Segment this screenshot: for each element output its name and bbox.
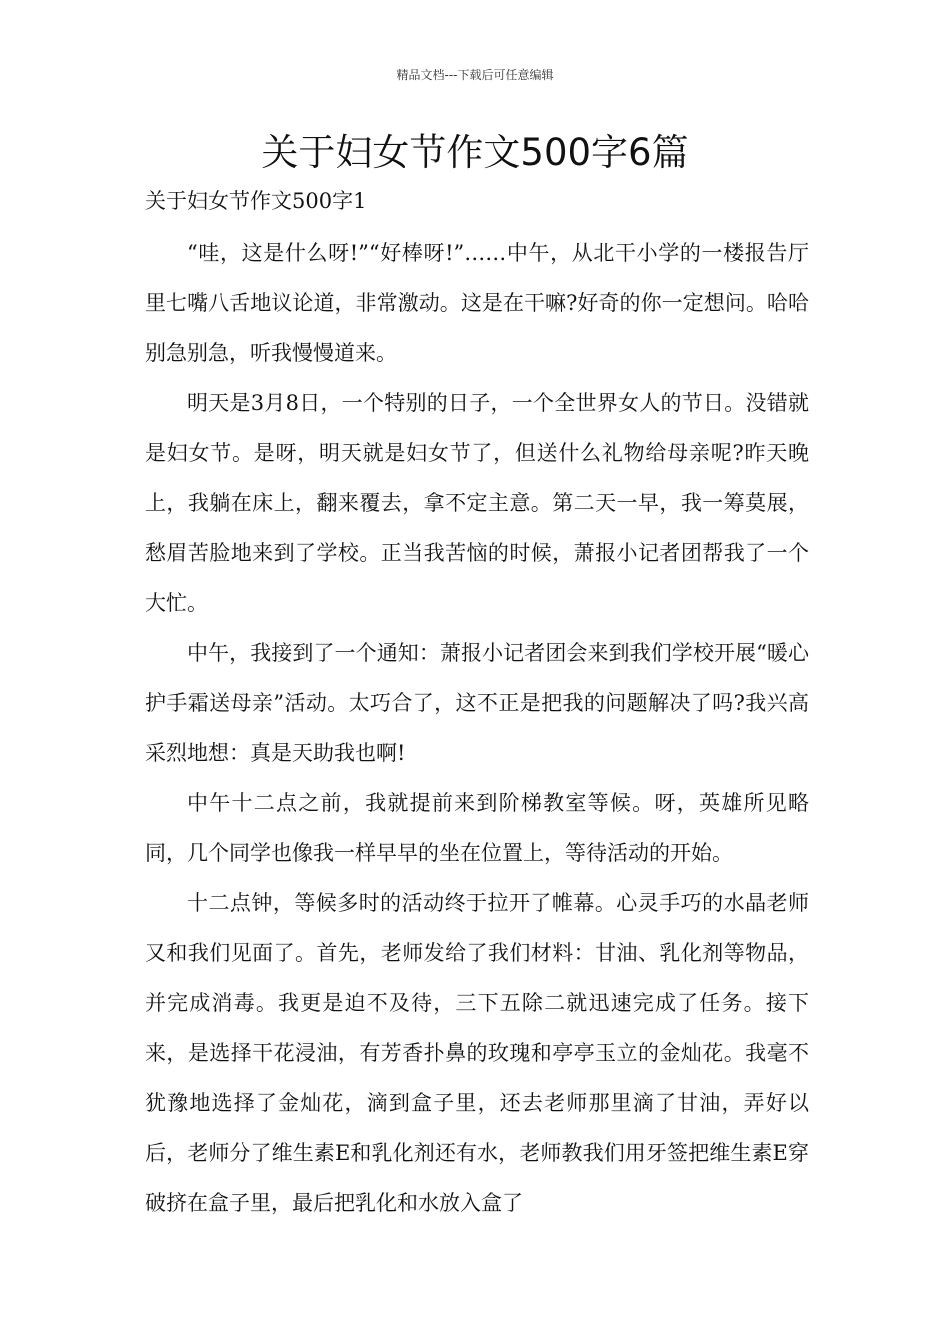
paragraph-4: 中午十二点之前，我就提前来到阶梯教室等候。呀，英雄所见略同，几个同学也像我一样早早的坐在位置上，等待活动的开始。	[145, 791, 809, 865]
document-title: 关于妇女节作文500字6篇	[261, 131, 689, 174]
paragraph-5: 十二点钟，等候多时的活动终于拉开了帷幕。心灵手巧的水晶老师又和我们见面了。首先，老师发给了我们材料：甘油、乳化剂等物品，并完成消毒。我更是迫不及待，三下五除二就迅速完成了任务。接下来，是选择干花浸油，有芳香扑鼻的玫瑰和亭亭玉立的金灿花。我毫不犹豫地选择了金灿花，滴到盒子里，还去老师那里滴了甘油，弄好以后，老师分了维生素E和乳化剂还有水，老师教我们用牙签把维生素E穿破挤在盒子里，最后把乳化和水放入盒了	[145, 891, 809, 1215]
paragraph-2: 明天是3月8日，一个特别的日子，一个全世界女人的节日。没错就是妇女节。是呀，明天就是妇女节了，但送什么礼物给母亲呢?昨天晚上，我躺在床上，翻来覆去，拿不定主意。第二天一早，我一筹莫展，愁眉苦脸地来到了学校。正当我苦恼的时候，萧报小记者团帮我了一个大忙。	[145, 391, 809, 615]
body-text	[145, 228, 809, 1228]
section-heading: 关于妇女节作文500字1	[145, 189, 367, 213]
header-note: 精品文档---下载后可任意编辑	[396, 68, 554, 82]
paragraph-1: “哇，这是什么呀!”“好棒呀!”……中午，从北干小学的一楼报告厅里七嘴八舌地议论道，非常激动。这是在干嘛?好奇的你一定想问。哈哈别急别急，听我慢慢道来。	[145, 241, 809, 365]
paragraph-3: 中午，我接到了一个通知：萧报小记者团会来到我们学校开展“暖心护手霜送母亲”活动。太巧合了，这不正是把我的问题解决了吗?我兴高采烈地想：真是天助我也啊!	[145, 641, 809, 765]
